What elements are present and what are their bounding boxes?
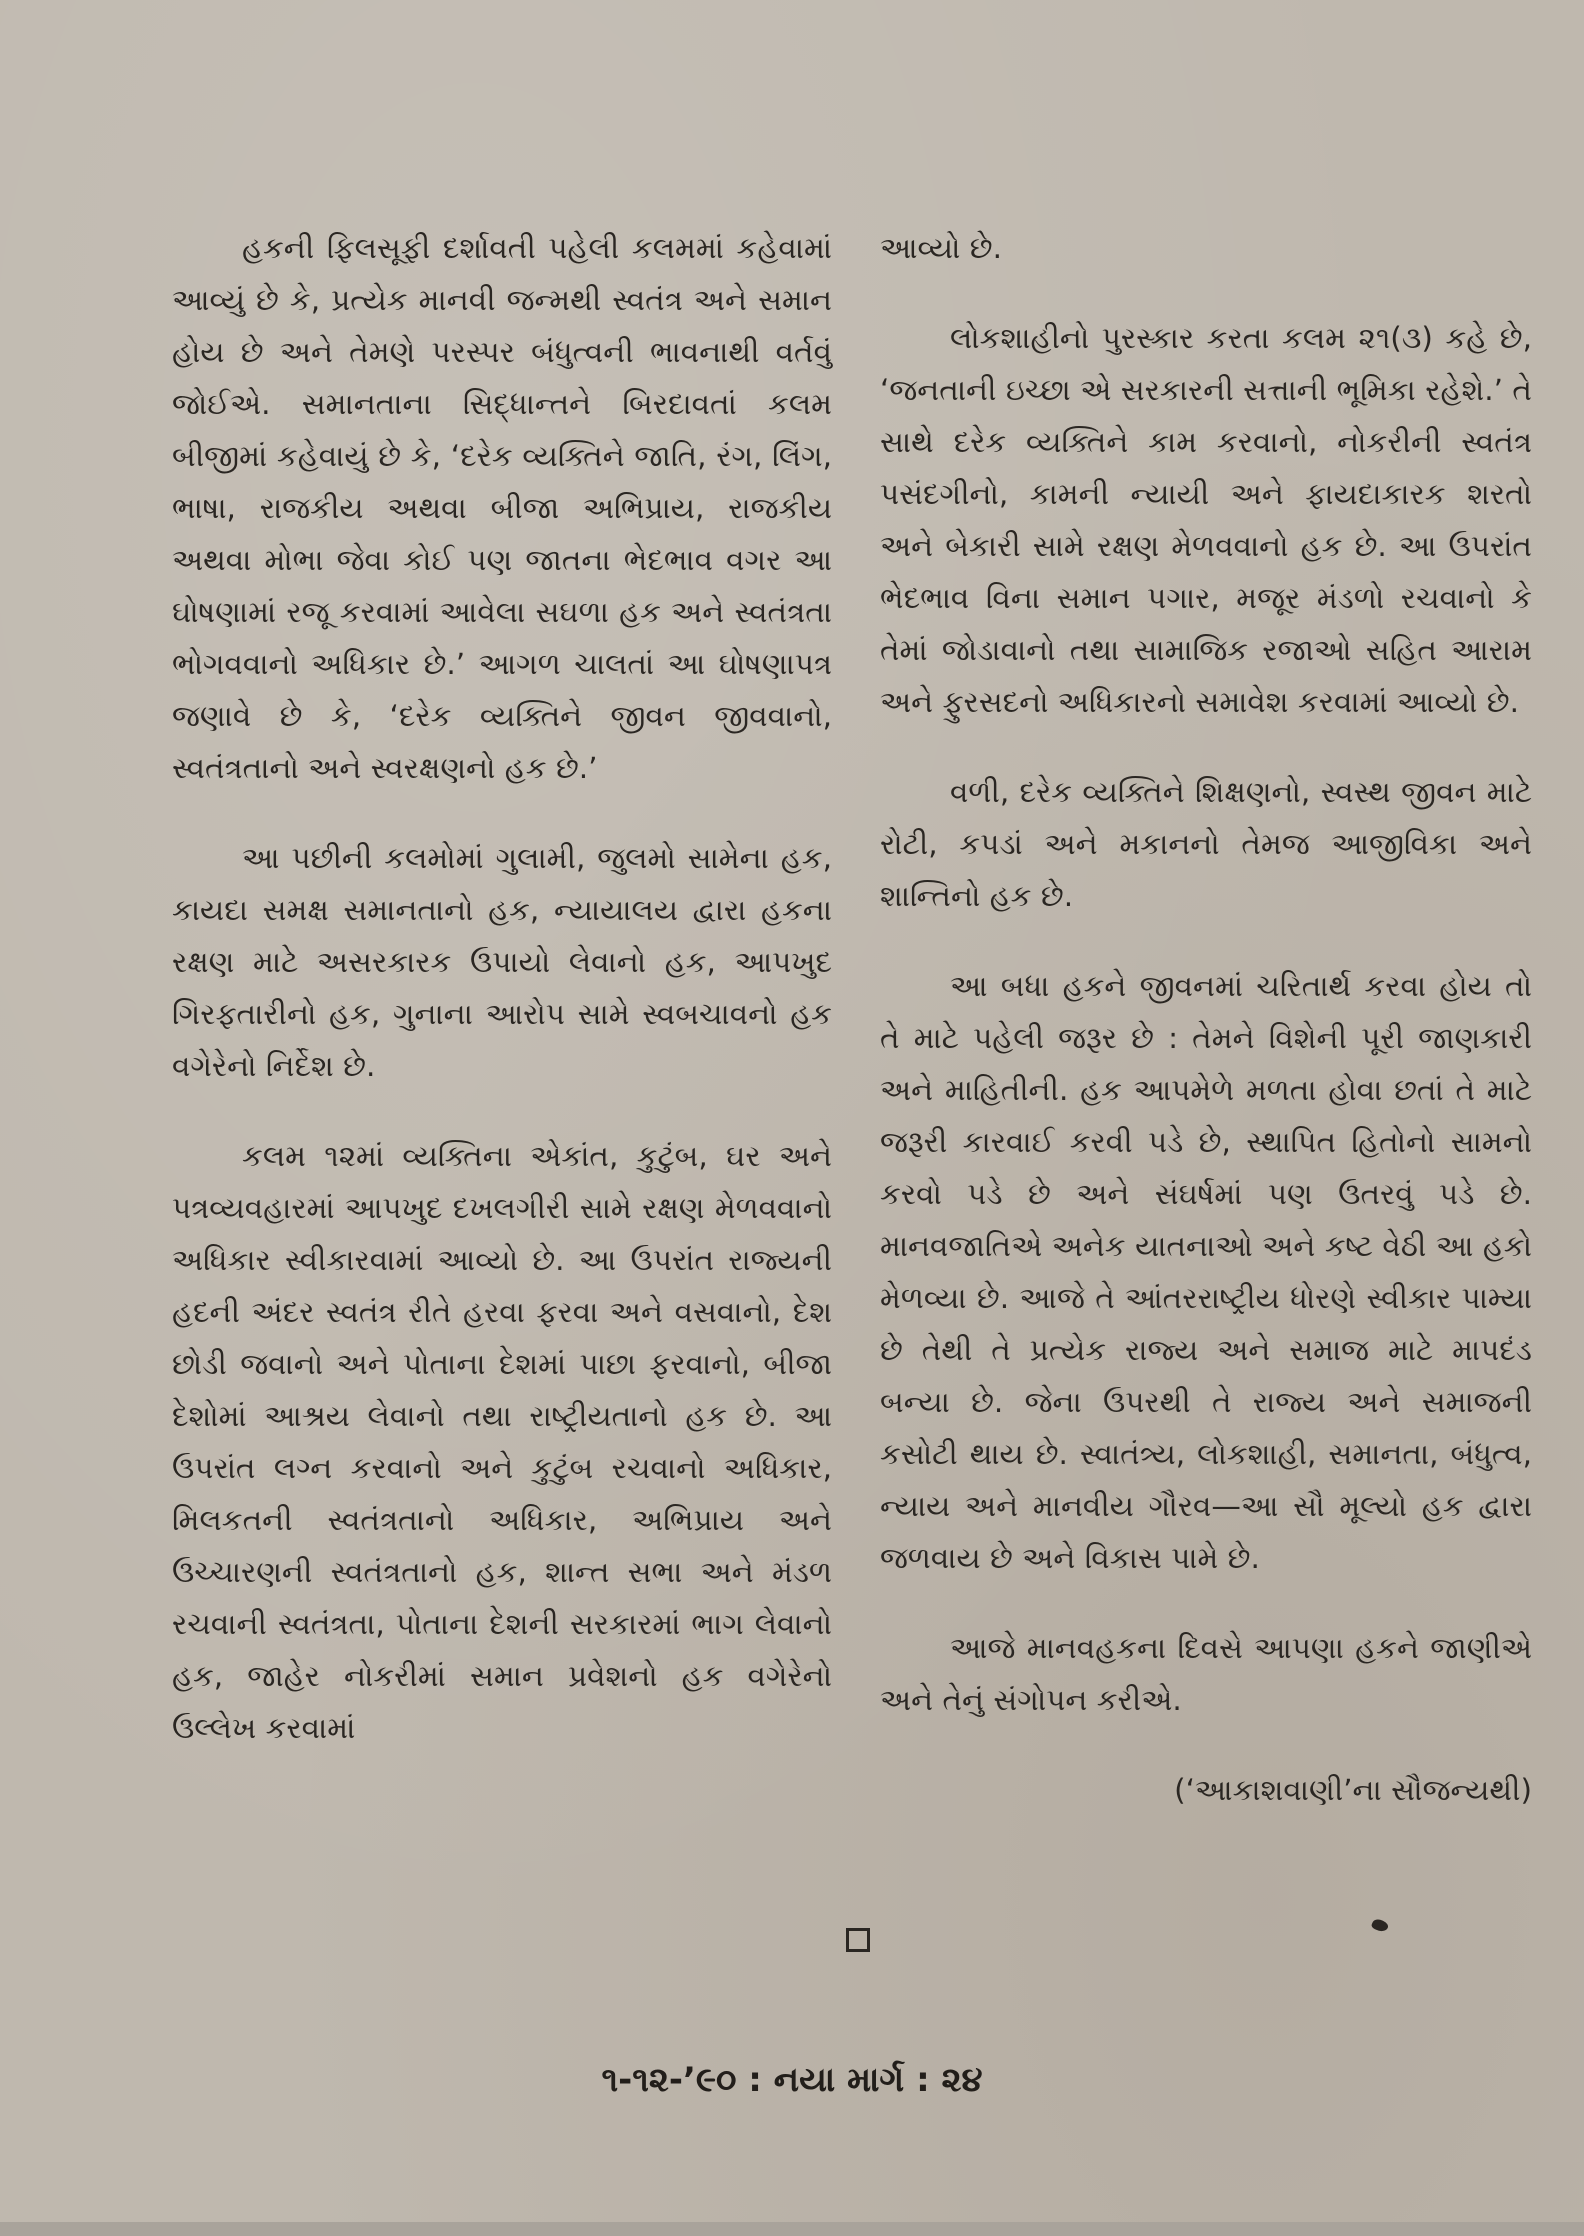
paragraph: વળી, દરેક વ્યક્તિને શિક્ષણનો, સ્વસ્થ જીવન માટે રોટી, કપડાં અને મકાનનો તેમજ આજીવિકા અને શાન્તિનો હક છે. (880, 775, 1532, 913)
page-bottom-edge (0, 2222, 1584, 2236)
paragraph: આ બધા હકને જીવનમાં ચરિતાર્થ કરવા હોય તો તે માટે પહેલી જરૂર છે : તેમને વિશેની પૂરી જાણકારી અને માહિતીની. હક આપમેળે મળતા હોવા છતાં તે માટે જરૂરી કારવાઈ કરવી પડે છે, સ્થાપિત હિતોનો સામનો કરવો પડે છે અને સંઘર્ષમાં પણ ઉતરવું પડે છે. માનવજાતિએ અનેક યાતનાઓ અને કષ્ટ વેઠી આ હકો મેળવ્યા છે. આજે તે આંતરરાષ્ટ્રીય ધોરણે સ્વીકાર પામ્યા છે તેથી તે પ્રત્યેક રાજ્ય અને સમાજ માટે માપદંડ બન્યા છે. જેના ઉપરથી તે રાજ્ય અને સમાજની કસોટી થાય છે. સ્વાતંત્ર્ય, લોકશાહી, સમાનતા, બંધુત્વ, ન્યાય અને માનવીય ગૌરવ—આ સૌ મૂલ્યો હક દ્વારા જળવાય છે અને વિકાસ પામે છે. (880, 969, 1532, 1575)
page-footer: ૧-૧૨-’૯૦ : નયા માર્ગ : ૨૪ (601, 2060, 983, 2100)
paragraph-continuation: આવ્યો છે. (880, 231, 1002, 265)
paragraph: હકની ફિલસૂફી દર્શાવતી પહેલી કલમમાં કહેવામાં આવ્યું છે કે, પ્રત્યેક માનવી જન્મથી સ્વતંત્ર અને સમાન હોય છે અને તેમણે પરસ્પર બંધુત્વની ભાવનાથી વર્તવું જોઈએ. સમાનતાના સિદ્ધાન્તને બિરદાવતાં કલમ બીજીમાં કહેવાયું છે કે, ‘દરેક વ્યક્તિને જાતિ, રંગ, લિંગ, ભાષા, રાજકીય અથવા બીજા અભિપ્રાય, રાજકીય અથવા મોભા જેવા કોઈ પણ જાતના ભેદભાવ વગર આ ઘોષણામાં રજૂ કરવામાં આવેલા સઘળા હક અને સ્વતંત્રતા ભોગવવાનો અધિકાર છે.’ આગળ ચાલતાં આ ઘોષણાપત્ર જણાવે છે કે, ‘દરેક વ્યક્તિને જીવન જીવવાનો, સ્વતંત્રતાનો અને સ્વરક્ષણનો હક છે.’ (172, 231, 832, 785)
paragraph: લોકશાહીનો પુરસ્કાર કરતા કલમ ૨૧(૩) કહે છે, ‘જનતાની ઇચ્છા એ સરકારની સત્તાની ભૂમિકા રહેશે.’ તે સાથે દરેક વ્યક્તિને કામ કરવાનો, નોકરીની સ્વતંત્ર પસંદગીનો, કામની ન્યાયી અને ફાયદાકારક શરતો અને બેકારી સામે રક્ષણ મેળવવાનો હક છે. આ ઉપરાંત ભેદભાવ વિના સમાન પગાર, મજૂર મંડળો રચવાનો કે તેમાં જોડાવાનો તથા સામાજિક રજાઓ સહિત આરામ અને ફુરસદનો અધિકારનો સમાવેશ કરવામાં આવ્યો છે. (880, 321, 1532, 719)
left-column (172, 222, 832, 1792)
right-column (880, 222, 1532, 1854)
ink-speck (1370, 1917, 1389, 1934)
source-credit: (‘આકાશવાણી’ના સૌજન્યથી) (1174, 1773, 1532, 1807)
paragraph: આ પછીની કલમોમાં ગુલામી, જુલમો સામેના હક, કાયદા સમક્ષ સમાનતાનો હક, ન્યાયાલય દ્વારા હકના રક્ષણ માટે અસરકારક ઉપાયો લેવાનો હક, આપખુદ ગિરફતારીનો હક, ગુનાના આરોપ સામે સ્વબચાવનો હક વગેરેનો નિર્દેશ છે. (172, 841, 832, 1083)
end-of-article-square-icon (846, 1928, 870, 1952)
paragraph: કલમ ૧૨માં વ્યક્તિના એકાંત, કુટુંબ, ઘર અને પત્રવ્યવહારમાં આપખુદ દખલગીરી સામે રક્ષણ મેળવવાનો અધિકાર સ્વીકારવામાં આવ્યો છે. આ ઉપરાંત રાજ્યની હદની અંદર સ્વતંત્ર રીતે હરવા ફરવા અને વસવાનો, દેશ છોડી જવાનો અને પોતાના દેશમાં પાછા ફરવાનો, બીજા દેશોમાં આશ્રય લેવાનો તથા રાષ્ટ્રીયતાનો હક છે. આ ઉપરાંત લગ્ન કરવાનો અને કુટુંબ રચવાનો અધિકાર, મિલકતની સ્વતંત્રતાનો અધિકાર, અભિપ્રાય અને ઉચ્ચારણની સ્વતંત્રતાનો હક, શાન્ત સભા અને મંડળ રચવાની સ્વતંત્રતા, પોતાના દેશની સરકારમાં ભાગ લેવાનો હક, જાહેર નોકરીમાં સમાન પ્રવેશનો હક વગેરેનો ઉલ્લેખ કરવામાં (172, 1139, 832, 1745)
paragraph: આજે માનવહકના દિવસે આપણા હકને જાણીએ અને તેનું સંગોપન કરીએ. (880, 1631, 1532, 1717)
